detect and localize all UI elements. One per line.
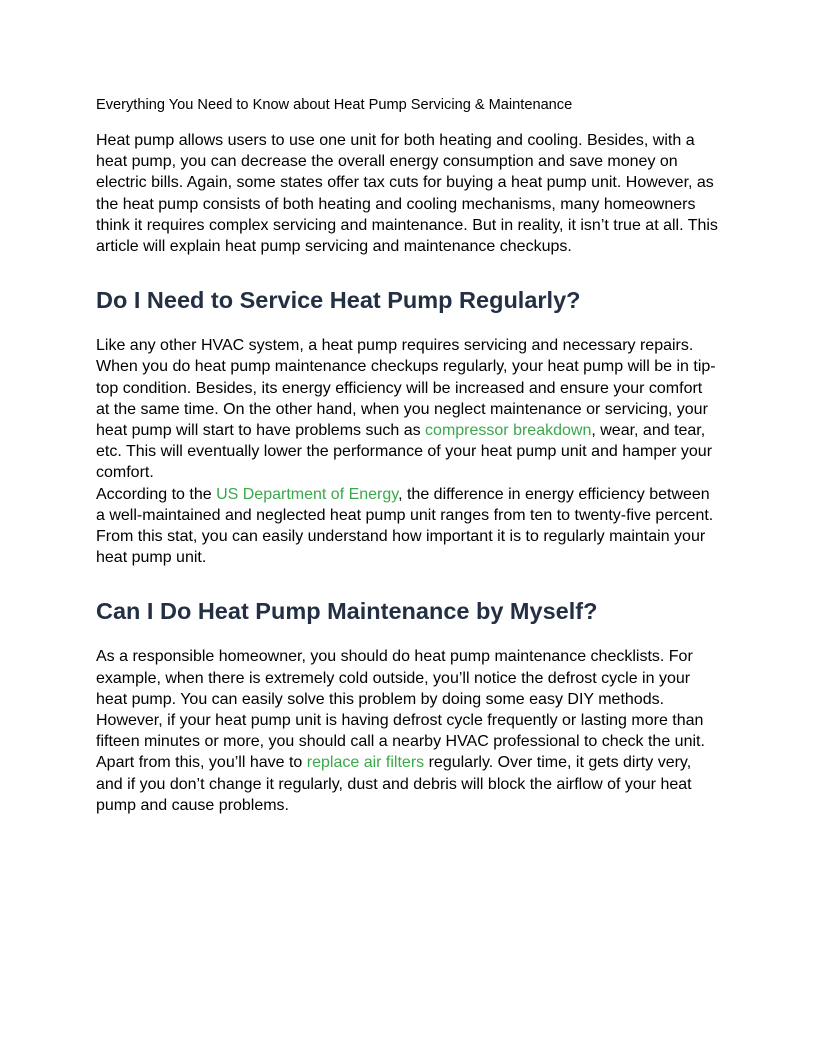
section-heading-service: Do I Need to Service Heat Pump Regularly? (96, 287, 581, 314)
replace-air-filters-link[interactable]: replace air filters (306, 754, 425, 772)
diy-paragraph-1: As a responsible homeowner, you should do heat pump maintenance checklists. For example, when there is extremely cold outside, you’ll notice the defrost cycle in your heat pump. You can easily solve this problem by doing some easy DIY methods. (96, 648, 693, 708)
text-segment: , the difference in energy efficiency between a well-maintained and neglected heat pump unit ranges from ten to twenty-five percent. From this stat, you can easily understand how important it is to regularly maintain your heat pump unit. (96, 485, 714, 567)
document-title: Everything You Need to Know about Heat Pump Servicing & Maintenance (96, 97, 573, 113)
us-department-of-energy-link[interactable]: US Department of Energy (216, 485, 399, 503)
diy-paragraph-3 (96, 752, 720, 816)
service-paragraph-2 (96, 484, 720, 569)
text-segment: Apart from this, you’ll have to (96, 754, 307, 772)
compressor-breakdown-link[interactable]: compressor breakdown (425, 422, 592, 440)
text-segment: , wear, and tear, etc. This will eventually lower the performance of your heat pump unit and hamper your comfort. (96, 422, 713, 482)
section-heading-diy: Can I Do Heat Pump Maintenance by Myself? (96, 598, 598, 625)
document-page (96, 96, 720, 816)
diy-paragraph-2: However, if your heat pump unit is having defrost cycle frequently or lasting more than fifteen minutes or more, you should call a nearby HVAC professional to check the unit. (96, 712, 705, 751)
intro-paragraph: Heat pump allows users to use one unit for both heating and cooling. Besides, with a heat pump, you can decrease the overall energy consumption and save money on electric bills. Again, some states offer tax cuts for buying a heat pump unit. However, as the heat pump consists of both heating and cooling mechanisms, many homeowners think it requires complex servicing and maintenance. But in reality, it isn’t true at all. This article will explain heat pump servicing and maintenance checkups. (96, 132, 718, 256)
text-segment: regularly. Over time, it gets dirty very, and if you don’t change it regularly, dust and debris will block the airflow of your heat pump and cause problems. (96, 754, 692, 814)
text-segment: According to the (96, 485, 217, 503)
service-paragraph-1 (96, 335, 720, 483)
text-segment: Like any other HVAC system, a heat pump requires servicing and necessary repairs. When you do heat pump maintenance checkups regularly, your heat pump will be in tip-top condition. Besides, its energy efficiency will be increased and ensure your comfort at the same time. On the other hand, when you neglect maintenance or servicing, your heat pump will start to have problems such as (96, 337, 716, 440)
